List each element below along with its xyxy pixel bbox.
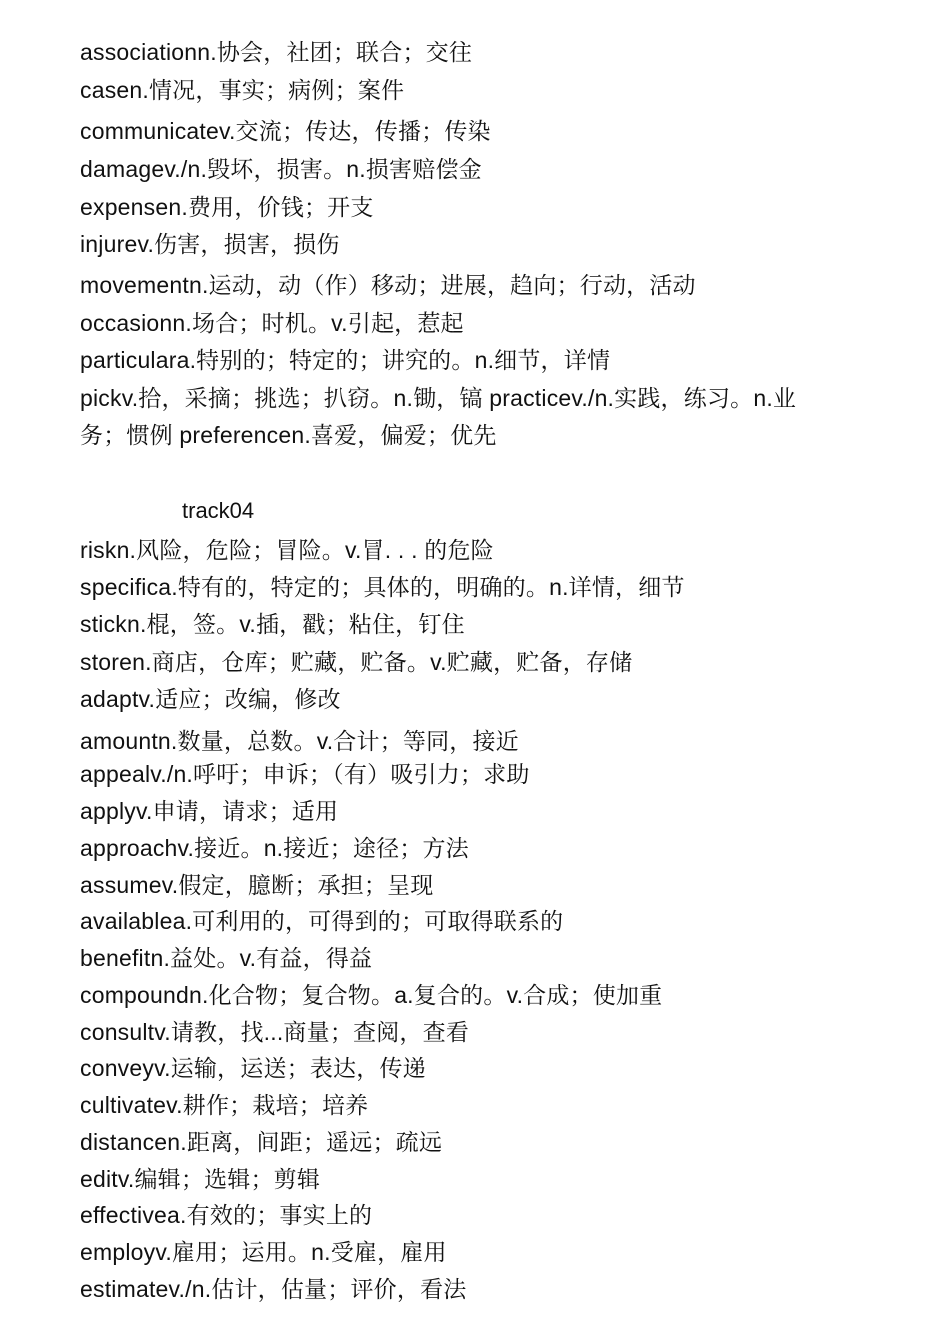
vocab-entry: estimatev./n.估计，估量；评价，看法	[80, 1276, 467, 1302]
vocab-entry: cultivatev.耕作；栽培；培养	[80, 1092, 369, 1118]
vocab-entry: appealv./n.呼吁；申诉；（有）吸引力；求助	[80, 761, 530, 787]
vocab-entry: expensen.费用，价钱；开支	[80, 194, 374, 220]
vocab-entry: compoundn.化合物；复合物。a.复合的。v.合成；使加重	[80, 982, 663, 1008]
vocab-entry: damagev./n.毁坏，损害。n.损害赔偿金	[80, 156, 482, 182]
vocab-entry: editv.编辑；选辑；剪辑	[80, 1166, 321, 1192]
vocab-entry: approachv.接近。n.接近；途径；方法	[80, 835, 469, 861]
vocab-entry: communicatev.交流；传达，传播；传染	[80, 118, 491, 144]
vocab-entry: applyv.申请，请求；适用	[80, 798, 339, 824]
vocab-entry: specifica.特有的，特定的；具体的，明确的。n.详情，细节	[80, 574, 685, 600]
vocab-entry: employv.雇用；运用。n.受雇，雇用	[80, 1239, 447, 1265]
vocab-entry: stickn.棍，签。v.插，戳；粘住，钉住	[80, 611, 465, 637]
vocab-entry: associationn.协会，社团；联合；交往	[80, 39, 473, 65]
vocab-entry: adaptv.适应；改编，修改	[80, 686, 341, 712]
vocab-entry: distancen.距离，间距；遥远；疏远	[80, 1129, 443, 1155]
vocab-entry: riskn.风险，危险；冒险。v.冒. . . 的危险	[80, 537, 494, 563]
vocab-entry: consultv.请教，找...商量；查阅，查看	[80, 1019, 470, 1045]
vocab-entry: amountn.数量，总数。v.合计；等同，接近	[80, 728, 519, 754]
vocab-entry: storen.商店，仓库；贮藏，贮备。v.贮藏，贮备，存储	[80, 649, 633, 675]
vocab-entry: movementn.运动，动（作）移动；进展，趋向；行动，活动	[80, 272, 696, 298]
vocab-entry-wrapped-line1: pickv.拾，采摘；挑选；扒窃。n.锄，镐 practicev./n.实践，练习。n.业	[80, 385, 797, 411]
vocab-entry: injurev.伤害，损害，损伤	[80, 231, 340, 257]
vocab-entry: casen.情况，事实；病例；案件	[80, 77, 405, 103]
vocab-entry: particulara.特别的；特定的；讲究的。n.细节，详情	[80, 347, 611, 373]
vocab-entry: availablea.可利用的，可得到的；可取得联系的	[80, 908, 564, 934]
section-title: track04	[182, 498, 255, 523]
vocab-entry-wrapped-line2: 务；惯例 preferencen.喜爱，偏爱；优先	[80, 422, 497, 448]
vocab-entry: effectivea.有效的；事实上的	[80, 1202, 373, 1228]
vocab-entry: assumev.假定，臆断；承担；呈现	[80, 872, 434, 898]
vocab-entry: benefitn.益处。v.有益，得益	[80, 945, 373, 971]
vocab-entry: conveyv.运输，运送；表达，传递	[80, 1055, 426, 1081]
vocab-entry: occasionn.场合；时机。v.引起，惹起	[80, 310, 464, 336]
